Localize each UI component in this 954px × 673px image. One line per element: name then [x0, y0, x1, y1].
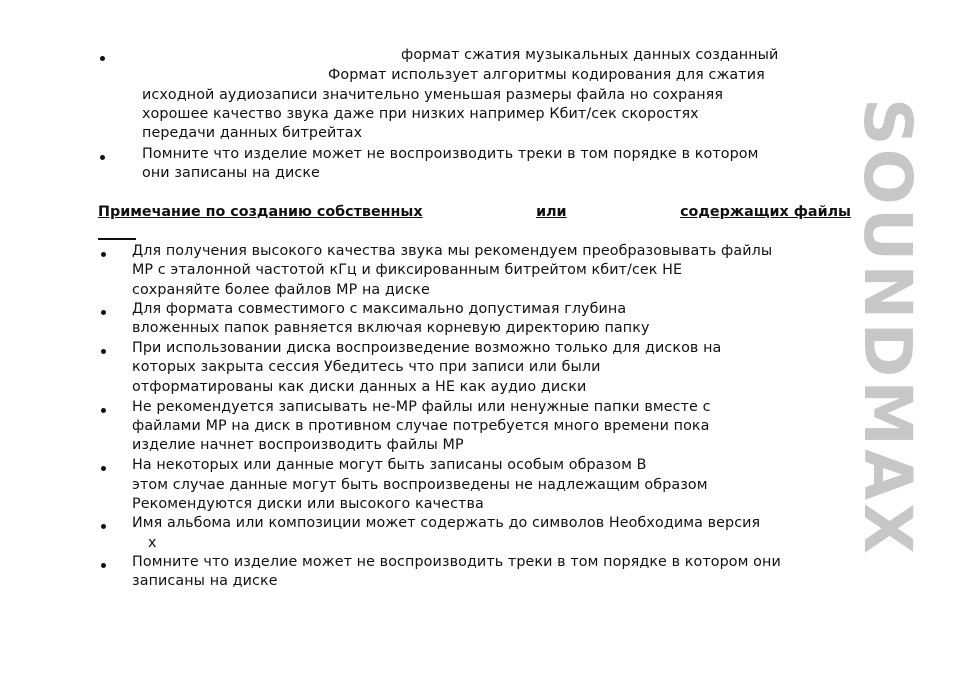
text-line: изделие начнет воспроизводить файлы МР: [132, 437, 464, 453]
text-line: Для формата совместимого с максимально допустимая глубина: [132, 301, 627, 317]
bullet: [100, 155, 105, 160]
text-line: вложенных папок равняется включая корневую директорию папку: [132, 320, 650, 336]
bullet: [101, 466, 106, 471]
text-line: МР с эталонной частотой кГц и фиксированным битрейтом кбит/сек НЕ: [132, 262, 683, 278]
text-line: они записаны на диске: [142, 165, 320, 181]
text-line: Имя альбома или композиции может содержать до символов Необходима версия: [132, 515, 761, 531]
bullet: [100, 56, 105, 61]
text-line: На некоторых или данные могут быть записаны особым образом В: [132, 457, 647, 473]
text-line: отформатированы как диски данных а НЕ как аудио диски: [132, 379, 587, 395]
text-line: записаны на диске: [132, 573, 278, 589]
note-heading-part: или: [536, 204, 567, 220]
text-line: которых закрыта сессия Убедитесь что при записи или были: [132, 359, 601, 375]
text-line: Помните что изделие может не воспроизводить треки в том порядке в котором они: [132, 554, 781, 570]
text-line: этом случае данные могут быть воспроизведены не надлежащим образом: [132, 477, 708, 493]
brand-logo-text: SOUNDMAX: [848, 97, 926, 557]
bullet: [101, 310, 106, 315]
bullet: [101, 524, 106, 529]
text-line: Не рекомендуется записывать не-МР файлы или ненужные папки вместе с: [132, 399, 711, 415]
text-line: формат сжатия музыкальных данных созданный: [401, 47, 779, 63]
bullet: [101, 563, 106, 568]
bullet: [101, 349, 106, 354]
heading-underline: [98, 238, 136, 240]
text-line: передачи данных битрейтах: [142, 125, 363, 141]
text-line: сохраняйте более файлов МР на диске: [132, 282, 430, 298]
text-line: файлами МР на диск в противном случае потребуется много времени пока: [132, 418, 710, 434]
text-line: Помните что изделие может не воспроизводить треки в том порядке в котором: [142, 146, 759, 162]
note-heading-part: Примечание по созданию собственных: [98, 204, 423, 220]
text-line: Рекомендуются диски или высокого качества: [132, 496, 484, 512]
text-line: При использовании диска воспроизведение возможно только для дисков на: [132, 340, 722, 356]
text-line: х: [148, 535, 157, 551]
text-line: исходной аудиозаписи значительно уменьшая размеры файла но сохраняя: [142, 87, 724, 103]
text-line: Формат использует алгоритмы кодирования для сжатия: [328, 67, 765, 83]
brand-logo: [848, 38, 926, 616]
note-heading-part: содержащих файлы: [680, 204, 851, 220]
text-line: хорошее качество звука даже при низких например Кбит/сек скоростях: [142, 106, 699, 122]
text-line: Для получения высокого качества звука мы рекомендуем преобразовывать файлы: [132, 243, 773, 259]
bullet: [101, 252, 106, 257]
bullet: [101, 408, 106, 413]
note-heading: [98, 203, 851, 222]
